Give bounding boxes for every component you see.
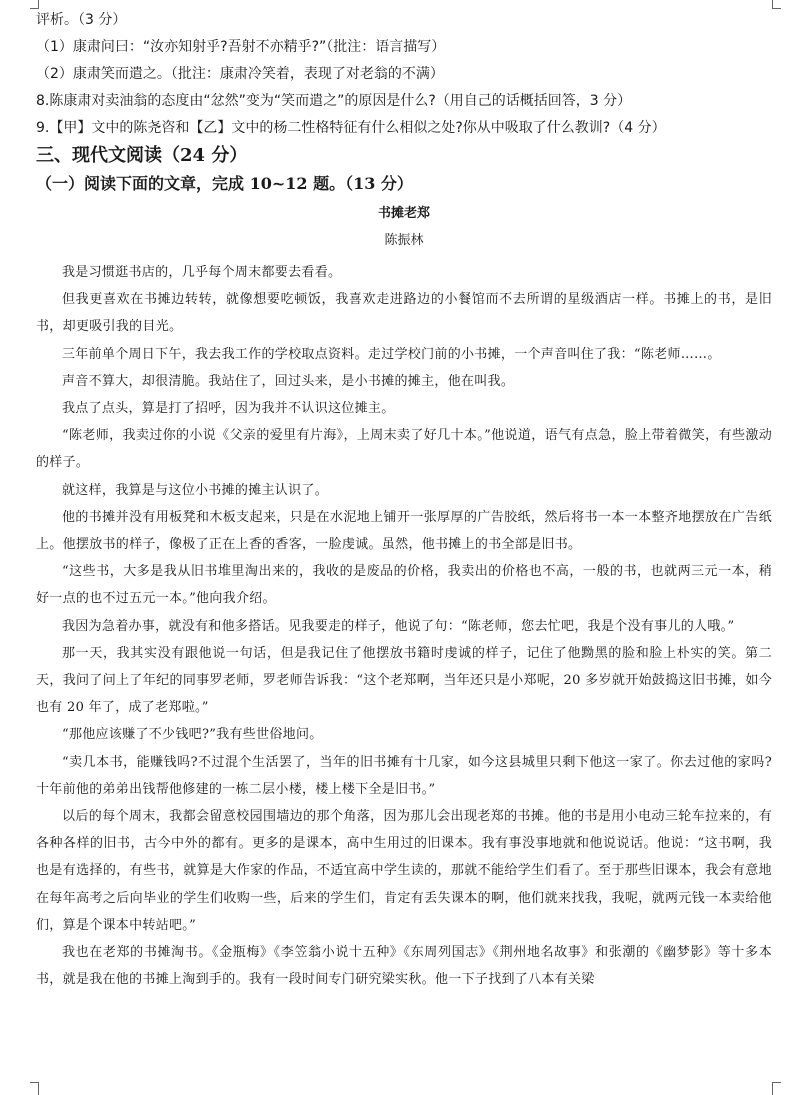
question-7-item-1: （1）康肃问曰：“汝亦知射乎?吾射不亦精乎?”（批注：语言描写）: [36, 39, 446, 55]
article-paragraph: “这些书，大多是我从旧书堆里淘出来的，我收的是废品的价格，我卖出的价格也不高，一般的书，也就两三元一本，稍好一点的也不过五元一本。”他向我介绍。: [36, 564, 772, 607]
corner-mark-bottom-right: [772, 1082, 781, 1095]
article-paragraph: 以后的每个周末，我都会留意校园围墙边的那个角落，因为那儿会出现老郑的书摊。他的书是用小电动三轮车拉来的，有各种各样的旧书，古今中外的都有。更多的是课本，高中生用过的旧课本。我有事没事地就和他说说话。他说：“这书啊，我也是有选择的，有些书，就算是大作家的作品，不适宜高中学生读的，那就不能给学生们看了。至于那些旧课本，我会有意地在每年高考之后向毕业的学生们收购一些，后来的学生们，肯定有丢失课本的啊，他们就来找我，我呢，就两元钱一本卖给他们，算是个课本中转站吧。”: [36, 809, 772, 933]
article-paragraph: 就这样，我算是与这位小书摊的摊主认识了。: [62, 482, 329, 498]
subsection-heading: （一）阅读下面的文章，完成 10~12 题。（13 分）: [36, 174, 413, 193]
article-paragraph: “那他应该赚了不少钱吧?”我有些世俗地问。: [62, 727, 323, 743]
article-paragraph: “陈老师，我卖过你的小说《父亲的爱里有片海》，上周末卖了好几十本。”他说道，语气有点急，脸上带着微笑，有些激动的样子。: [36, 428, 772, 471]
article-author: 陈振林: [384, 233, 424, 248]
article-paragraph: 我点了点头，算是打了招呼，因为我并不认识这位摊主。: [62, 401, 395, 417]
article-paragraph: 那一天，我其实没有跟他说一句话，但是我记住了他摆放书籍时虔诚的样子，记住了他黝黑的脸和脸上朴实的笑。第二天，我问了问上了年纪的同事罗老师，罗老师告诉我：“这个老郑啊，当年还只是小郑呢，20 多岁就开始鼓捣这旧书摊，如今也有 20 年了，成了老郑啦。”: [36, 645, 772, 716]
article-paragraph: “卖几本书，能赚钱吗?不过混个生活罢了，当年的旧书摊有十几家，如今这县城里只剩下他这一家了。你去过他的家吗?十年前他的弟弟出钱帮他修建的一栋二层小楼，楼上楼下全是旧书。”: [36, 754, 772, 797]
corner-mark-top-right: [772, 0, 781, 9]
article-paragraph: 他的书摊并没有用板凳和木板支起来，只是在水泥地上铺开一张厚厚的广告胶纸，然后将书一本一本整齐地摆放在广告纸上。他摆放书的样子，像极了正在上香的香客，一脸虔诚。虽然，他书摊上的书全部是旧书。: [36, 509, 772, 553]
article-paragraph: 我因为急着办事，就没有和他多搭话。见我要走的样子，他说了句：“陈老师，您去忙吧，我是个没有事儿的人哦。”: [62, 618, 735, 634]
article-paragraph: 我是习惯逛书店的，几乎每个周末都要去看看。: [62, 265, 342, 280]
question-9: 9.【甲】文中的陈尧咨和【乙】文中的杨二性格特征有什么相似之处?你从中吸取了什么教训?（4 分）: [36, 120, 666, 136]
article-paragraph: 但我更喜欢在书摊边转转，就像想要吃顿饭，我喜欢走进路边的小餐馆而不去所谓的星级酒店一样。书摊上的书，是旧书，却更吸引我的目光。: [36, 292, 772, 335]
question-7-item-2: （2）康肃笑而遣之。（批注：康肃冷笑着，表现了对老翁的不满）: [36, 66, 444, 82]
corner-mark-bottom-left: [30, 1082, 39, 1095]
article-body: [36, 259, 772, 993]
article-title: 书摊老郑: [377, 206, 430, 221]
question-8: 8.陈康肃对卖油翁的态度由“忿然”变为“笑而遣之”的原因是什么?（用自己的话概括回答，3 分）: [36, 93, 632, 109]
article-paragraph: 声音不算大，却很清脆。我站住了，回过头来，是小书摊的摊主，他在叫我。: [62, 373, 515, 389]
question-7-tail: 评析。（3 分）: [36, 12, 127, 28]
article-paragraph: 三年前单个周日下午，我去我工作的学校取点资料。走过学校门前的小书摊，一个声音叫住了我：“陈老师……。: [62, 346, 721, 362]
section-heading: 三、现代文阅读（24 分）: [36, 145, 248, 166]
article-paragraph: 我也在老郑的书摊淘书。《金瓶梅》《李笠翁小说十五种》《东周列国志》《荆州地名故事》和张潮的《幽梦影》等十多本书，就是我在他的书摊上淘到手的。我有一段时间专门研究梁实秋。他一下子找到了八本有关梁: [36, 945, 772, 988]
